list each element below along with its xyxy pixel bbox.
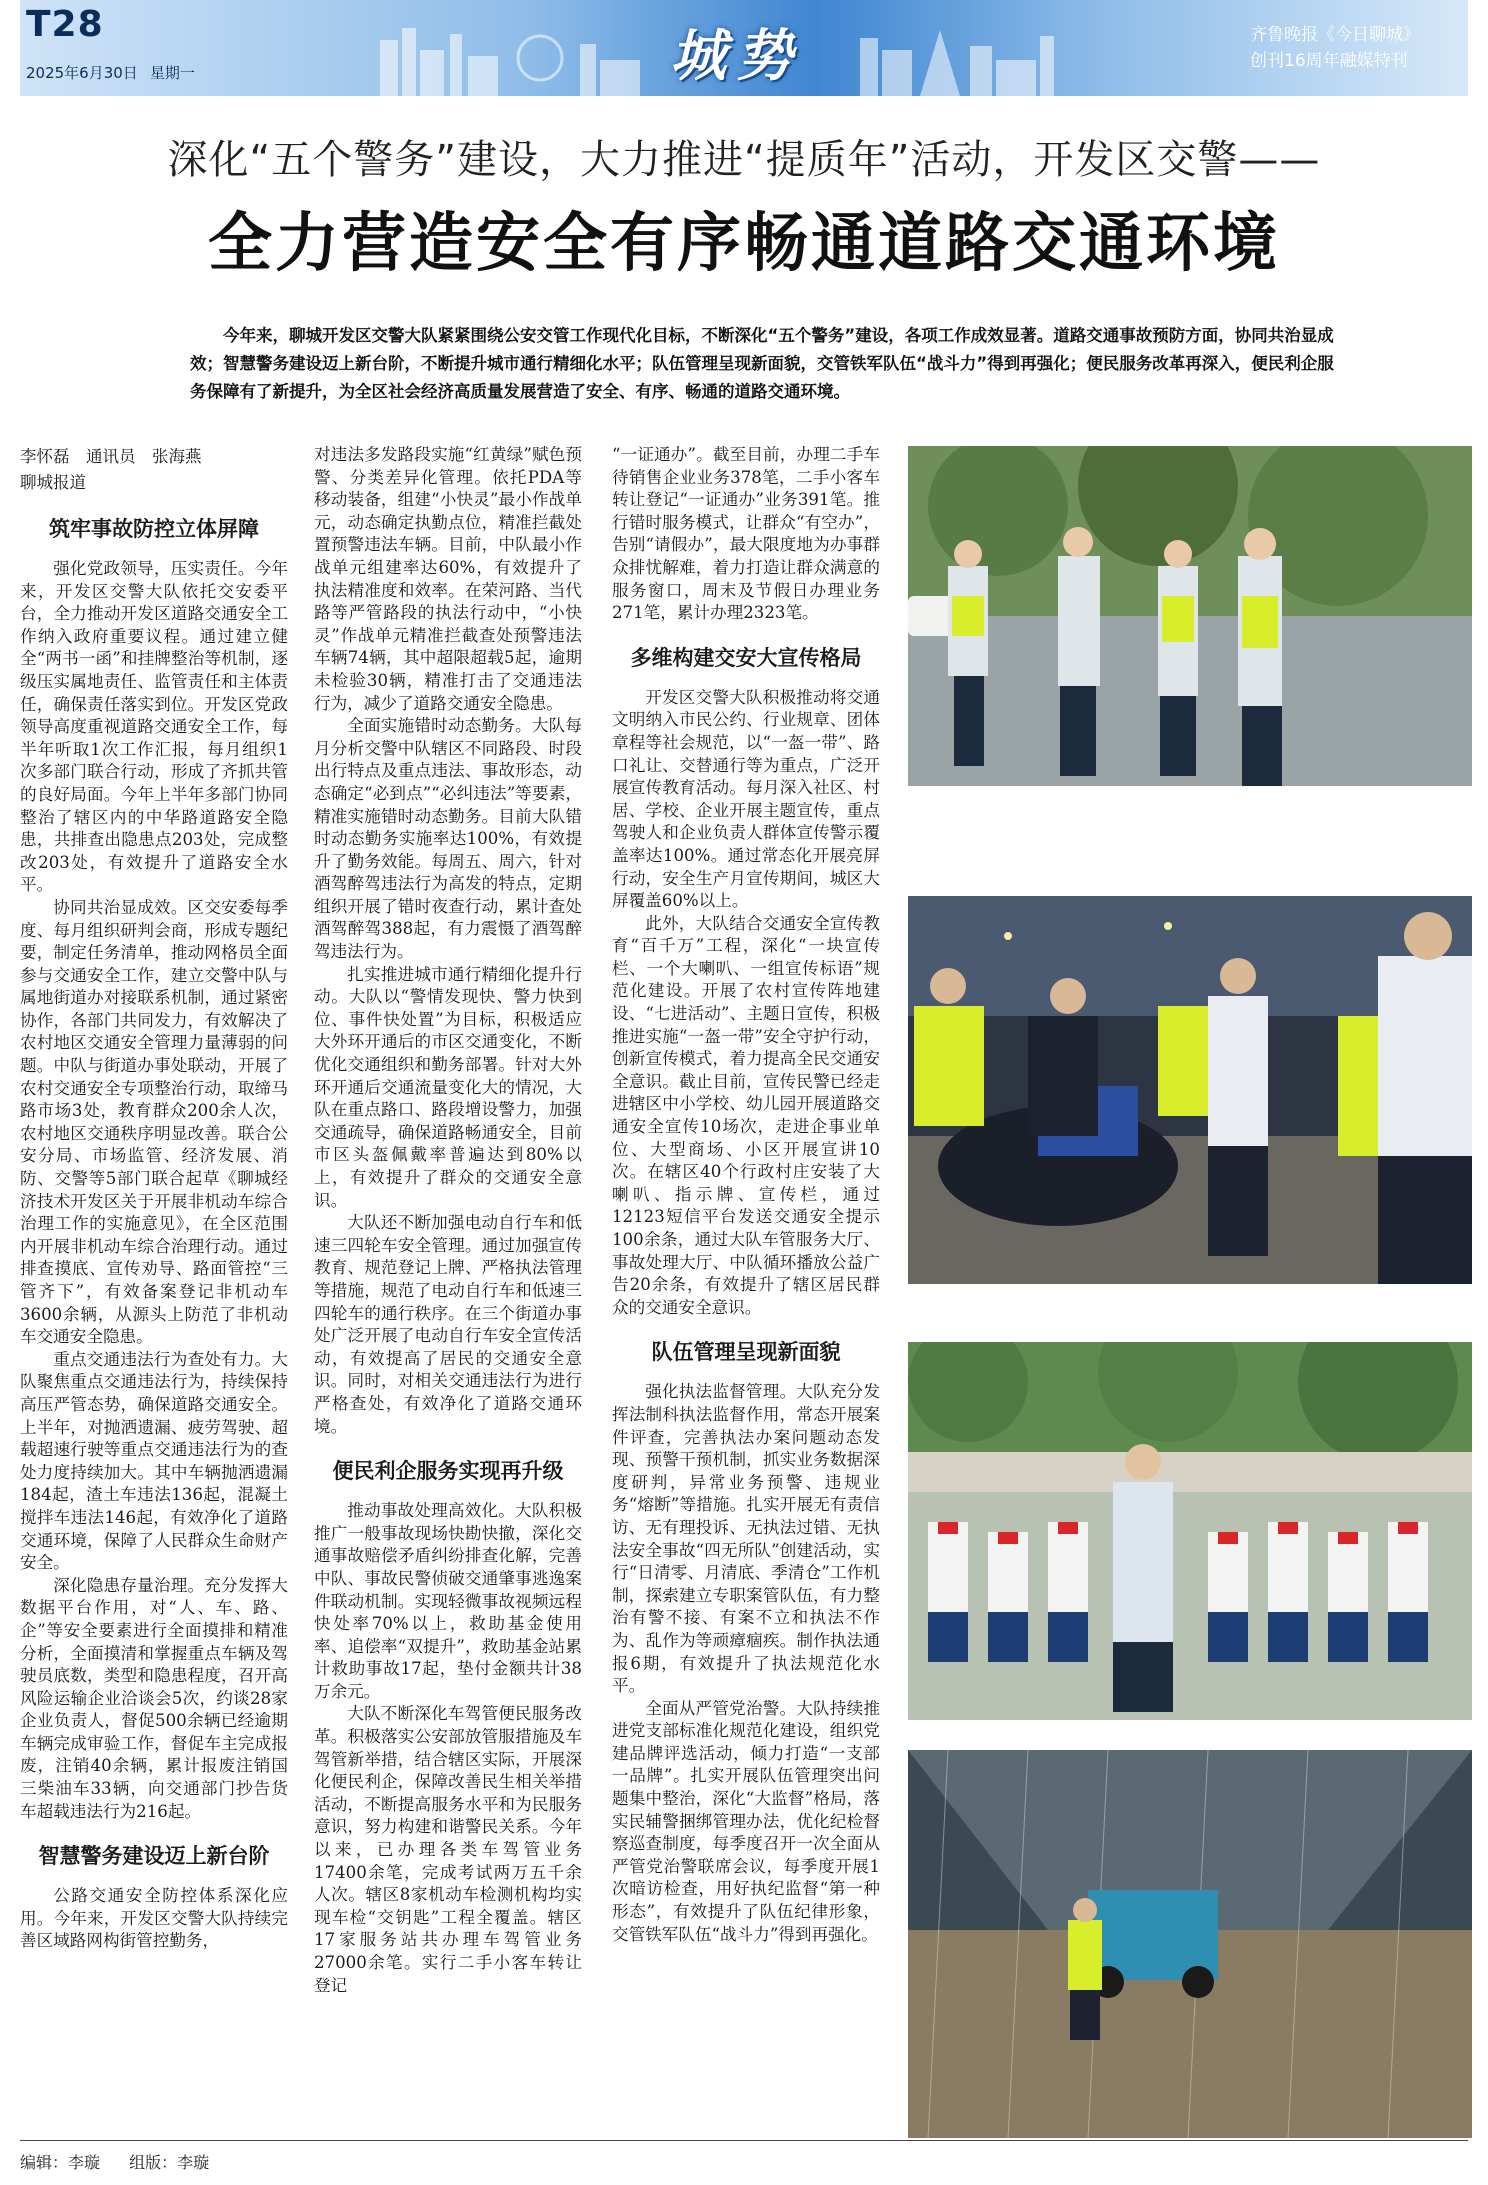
paragraph: 强化执法监督管理。大队充分发挥法制科执法监督作用，常态开展案件评查，完善执法办案问题动态发现、预警干预机制，抓实业务数据深度研判，异常业务预警、违规业务“熔断”等措施。扎实开展无有责信访、无有理投诉、无执法过错、无执法安全事故“四无所队”创建活动，实行“日清零、月清底、季清仓”工作机制，探索建立专职案管队伍，有力整治有警不接、有案不立和执法不作为、乱作为等顽瘴痼疾。制作执法通报6期，有效提升了执法规范化水平。 — [612, 1382, 880, 1696]
paragraph: 推动事故处理高效化。大队积极推广一般事故现场快勘快撤，深化交通事故赔偿矛盾纠纷排查化解，完善中队、事故民警侦破交通肇事逃逸案件联动机制。实现轻微事故视频远程快处率70%以上，救助基金使用率、追偿率“双提升”，救助基金站累计救助事故17起，垫付金额共计38万余元。 — [314, 1501, 582, 1701]
footer-divider — [20, 2140, 1468, 2141]
layout-credit: 组版：李璇 — [129, 2153, 210, 2172]
paragraph: 全面实施错时动态勤务。大队每月分析交警中队辖区不同路段、时段出行特点及重点违法、事故形态，动态确定“必到点”“必纠违法”等要素，精准实施错时动态勤务。目前大队错时动态勤务实施率达100%，有效提升了勤务效能。每周五、周六，针对酒驾醉驾违法行为高发的特点，定期组织开展了错时夜查行动，累计查处酒驾醉驾388起，有力震慑了酒驾醉驾违法行为。 — [314, 716, 582, 962]
subhead-accident-prevention: 筑牢事故防控立体屏障 — [49, 516, 259, 541]
photo-school-safety-class — [908, 1342, 1472, 1720]
paragraph: 此外，大队结合交通安全宣传教育“百千万”工程，深化“一块宣传栏、一个大喇叭、一组宣传标语”规范化建设。开展了农村宣传阵地建设、“七进活动”、主题日宣传，积极推进实施“一盔一带”安全守护行动，创新宣传模式，着力提高全民交通安全意识。截止目前，宣传民警已经走进辖区中小学校、幼儿园开展道路交通安全宣传10场次，走进企事业单位、大型商场、小区开展宣讲10次。在辖区40个行政村庄安装了大喇叭、指示牌、宣传栏，通过12123短信平台发送交通安全提示100余条，通过大队车管服务大厅、事故处理大厅、中队循环播放公益广告20余条，有效提升了辖区居民群众的交通安全意识。 — [612, 913, 880, 1317]
byline-authors: 李怀磊 通讯员 张海燕 — [20, 447, 202, 466]
article-lead: 今年来，聊城开发区交警大队紧紧围绕公安交管工作现代化目标，不断深化“五个警务”建设，各项工作成效显著。道路交通事故预防方面，协同共治显成效；智慧警务建设迈上新台阶，不断提升城市通行精细化水平；队伍管理呈现新面貌，交管铁军队伍“战斗力”得到再强化；便民服务改革再深入，便民利企服务保障有了新提升，为全区社会经济高质量发展营造了安全、有序、畅通的道路交通环境。 — [190, 326, 1334, 401]
paragraph: “一证通办”。截至目前，办理二手车待销售企业业务378笔，二手小客车转让登记“一证通办”业务391笔。推行错时服务模式，让群众“有空办”，告别“请假办”，最大限度地为办事群众排忧解难，着力打造让群众满意的服务窗口，周末及节假日办理业务271笔，累计办理2323笔。 — [612, 445, 880, 623]
date-text: 2025年6月30日 — [26, 64, 138, 82]
paragraph: 协同共治显成效。区交安委每季度、每月组织研判会商，形成专题纪要，制定任务清单，推动网格员全面参与交通安全工作，建立交警中队与属地街道办对接联系机制，通过紧密协作，各部门共同发力，有效解决了农村地区交通安全管理力量薄弱的问题。中队与街道办事处联动，开展了农村交通安全专项整治行动，取缔马路市场3处，教育群众200余人次，农村地区交通秩序明显改善。联合公安分局、市场监管、经济发展、消防、交警等5部门联合起草《聊城经济技术开发区关于开展非机动车综合治理工作的实施意见》，在全区范围内开展非机动车综合治理行动。通过排查摸底、宣传劝导、路面管控“三管齐下”，有效备案登记非机动车3600余辆，从源头上防范了非机动车交通安全隐患。 — [20, 897, 288, 1347]
photo-police-roadside-image — [908, 446, 1472, 786]
column-1 — [20, 444, 288, 1953]
photo-night-inspection — [908, 896, 1472, 1284]
subhead-convenience-services: 便民利企服务实现再升级 — [332, 1458, 564, 1484]
column-2 — [314, 444, 582, 1997]
footer-credits — [20, 2150, 233, 2173]
photo-school-safety-class-image — [908, 1342, 1472, 1720]
subhead-publicity: 多维构建交安大宣传格局 — [630, 644, 862, 670]
article-kicker: 深化“五个警务”建设，大力推进“提质年”活动，开发区交警—— — [167, 137, 1321, 183]
paragraph: 深化隐患存量治理。充分发挥大数据平台作用，对“人、车、路、企”等安全要素进行全面摸排和精准分析，全面摸清和掌握重点车辆及驾驶员底数，类型和隐患程度，召开高风险运输企业洽谈会5次，约谈28家企业负责人，督促500余辆已经逾期车辆完成审验工作，督促车主完成报废，注销40余辆，累计报废注销国三柴油车33辆，向交通部门抄告货车超载违法行为216起。 — [20, 1575, 288, 1821]
subhead-team-management: 队伍管理呈现新面貌 — [651, 1339, 841, 1365]
byline — [20, 444, 288, 496]
masthead-banner — [20, 0, 1468, 96]
article-headline: 全力营造安全有序畅通道路交通环境 — [208, 206, 1280, 281]
paragraph: 大队还不断加强电动自行车和低速三四轮车安全管理。通过加强宣传教育、规范登记上牌、严格执法管理等措施，规范了电动自行车和低速三四轮车的通行秩序。在三个街道办事处广泛开展了电动自行车安全宣传活动，有效提高了居民的交通安全意识。同时，对相关交通违法行为进行严格查处，有效净化了道路交通环境。 — [314, 1213, 582, 1436]
brand-block — [1250, 22, 1450, 74]
section-title: 城势 — [670, 24, 802, 89]
paragraph: 强化党政领导，压实责任。今年来，开发区交警大队依托交安委平台，全力推动开发区道路交通安全工作纳入政府重要议程。通过建立健全“两书一函”和挂牌整治等机制，逐级压实属地责任、监管责任和主体责任，确保责任落实到位。开发区党政领导高度重视道路交通安全工作，每半年听取1次工作汇报，每月组织1次多部门联合行动，形成了齐抓共管的良好局面。今年上半年多部门协同整治了辖区内的中华路道路安全隐患，共排查出隐患点203处，完成整改203处，有效提升了道路安全水平。 — [20, 559, 288, 895]
paragraph: 全面从严管党治警。大队持续推进党支部标准化规范化建设，组织党建品牌评选活动，倾力打造“一支部一品牌”。扎实开展队伍管理突出问题集中整治，深化“大监督”格局，落实民辅警捆绑管理办法，优化纪检督察巡查制度，每季度召开一次全面从严管党治警联席会议，每季度开展1次暗访检查，用好执纪监督“第一种形态”，有效提升了队伍纪律形象，交管铁军队伍“战斗力”得到再强化。 — [612, 1698, 880, 1944]
paragraph: 重点交通违法行为查处有力。大队聚焦重点交通违法行为，持续保持高压严管态势，确保道路交通安全。上半年，对抛洒遗漏、疲劳驾驶、超载超速行驶等重点交通违法行为的查处力度持续加大。其中车辆抛洒遗漏184起，渣土车违法136起，混凝土搅拌车违法146起，有效净化了道路交通环境，保障了人民群众生命财产安全。 — [20, 1349, 288, 1573]
column-3 — [612, 444, 880, 1946]
editor-credit: 编辑：李璇 — [20, 2153, 101, 2172]
photo-rainstorm-rescue-image — [908, 1750, 1472, 2138]
subhead-smart-policing: 智慧警务建设迈上新台阶 — [38, 1843, 270, 1869]
paragraph: 扎实推进城市通行精细化提升行动。大队以“警情发现快、警力快到位、事件快处置”为目标，积极适应大外环开通后的市区交通变化，不断优化交通组织和勤务部署。针对大外环开通后交通流量变化大的情况，大队在重点路口、路段增设警力，加强交通疏导，确保道路畅通安全，目前市区头盔佩戴率普遍达到80%以上，有效提升了群众的交通安全意识。 — [314, 964, 582, 1210]
byline-location: 聊城报道 — [20, 473, 86, 492]
page-number: T28 — [26, 4, 104, 45]
paragraph: 对违法多发路段实施“红黄绿”赋色预警、分类差异化管理。依托PDA等移动装备，组建“小快灵”最小作战单元，动态确定执勤点位，精准拦截处置预警违法车辆。目前，中队最小作战单元组建率达60%，有效提升了执法精准度和效率。在荣河路、当代路等严管路段的执法行动中，“小快灵”作战单元精准拦截查处预警违法车辆74辆，其中超限超载5起，逾期未检验30辆，精准打击了交通违法行为，减少了道路交通安全隐患。 — [314, 445, 582, 713]
issue-date — [26, 62, 207, 83]
photo-rainstorm-rescue — [908, 1750, 1472, 2138]
photo-night-inspection-image — [908, 896, 1472, 1284]
paragraph: 大队不断深化车驾管便民服务改革。积极落实公安部放管服措施及车驾管新举措，结合辖区实际，开展深化便民利企，保障改善民生相关举措活动，不断提高服务水平和为民服务意识，努力构建和谐警民关系。今年以来，已办理各类车驾管业务17400余笔，完成考试两万五千余人次。辖区8家机动车检测机构均实现车检“交钥匙”工程全覆盖。辖区17家服务站共办理车驾管业务27000余笔。实行二手小客车转让登记 — [314, 1704, 582, 1995]
brand-line-1: 齐鲁晚报《今日聊城》 — [1250, 25, 1420, 45]
photo-police-roadside — [908, 446, 1472, 786]
paragraph: 开发区交警大队积极推动将交通文明纳入市民公约、行业规章、团体章程等社会规范，以“一盔一带”、路口礼让、交替通行等为重点，广泛开展宣传教育活动。每月深入社区、村居、学校、企业开展主题宣传，重点驾驶人和企业负责人群体宣传警示覆盖率达100%。通过常态化开展亮屏行动，安全生产月宣传期间，城区大屏覆盖60%以上。 — [612, 687, 880, 911]
paragraph: 公路交通安全防控体系深化应用。今年来，开发区交警大队持续完善区域路网构街管控勤务， — [20, 1886, 288, 1951]
brand-line-2: 创刊16周年融媒特刊 — [1250, 51, 1408, 71]
weekday-text: 星期一 — [149, 64, 195, 82]
